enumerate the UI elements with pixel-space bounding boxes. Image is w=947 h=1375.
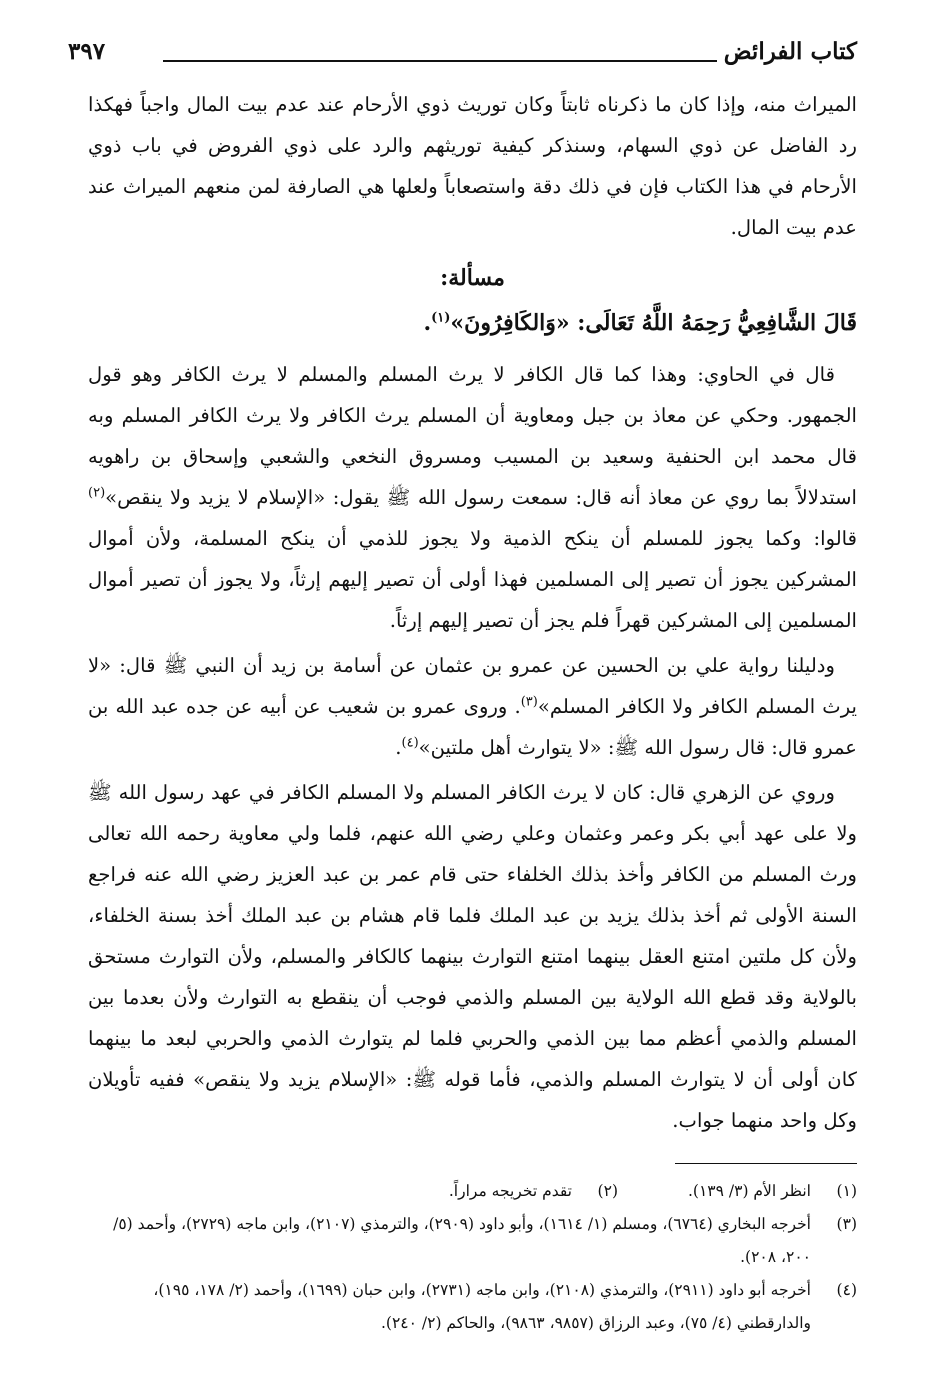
quote-text: قَالَ الشَّافِعِيُّ رَحِمَهُ اللَّهُ تَعَالَى: «وَالكَافِرُونَ» bbox=[450, 310, 857, 336]
footnote-number: (٢) bbox=[597, 1182, 618, 1200]
footnote-ref-4: (٤) bbox=[401, 735, 419, 751]
footnote-3 bbox=[88, 1208, 857, 1274]
footnote-ref-2: (٢) bbox=[88, 485, 106, 501]
footnote-4 bbox=[88, 1274, 857, 1340]
running-title: كتاب الفرائض bbox=[723, 38, 857, 65]
footnote-number: (١) bbox=[836, 1182, 857, 1200]
header-rule bbox=[163, 60, 717, 62]
footnote-spacer bbox=[618, 1175, 688, 1208]
footnote-text: انظر الأم (٣/ ١٣٩). bbox=[688, 1182, 811, 1200]
footnote-row-1-2 bbox=[88, 1175, 857, 1208]
paragraph-3-part-a: ودليلنا رواية علي بن الحسين عن عمرو بن عثمان عن أسامة بن زيد أن النبي ﷺ قال: «لا يرث المسلم الكافر ولا الكافر المسلم» bbox=[88, 654, 858, 718]
paragraph-2 bbox=[88, 354, 857, 641]
page-header bbox=[68, 38, 857, 78]
paragraph-1: الميراث منه، وإذا كان ما ذكرناه ثابتاً وكان توريث ذوي الأرحام عند عدم بيت المال واجباً فهكذا رد الفاضل عن ذوي السهام، وسنذكر كيفية توريثهم والرد على ذوي الفروض في باب ذوي الأرحام في هذا الكتاب فإن في ذلك دقة واستصعاباً ولعلها هي الصارفة لمن منعهم الميراث عند عدم بيت المال. bbox=[88, 93, 857, 239]
footnote-text: تقدم تخريجه مراراً. bbox=[448, 1182, 572, 1200]
paragraph-3-part-b: . وروى عمرو بن شعيب عن أبيه عن جده عبد الله بن عمرو قال: قال رسول الله ﷺ: «لا يتوارث أهل ملتين» bbox=[88, 695, 857, 759]
footnote-rule bbox=[675, 1163, 857, 1164]
paragraph-3-part-c: . bbox=[395, 736, 402, 759]
section-heading: مسألة: bbox=[440, 265, 505, 291]
paragraph-4: وروي عن الزهري قال: كان لا يرث الكافر المسلم ولا المسلم الكافر في عهد رسول الله ﷺ ولا على عهد أبي بكر وعمر وعثمان وعلي رضي الله عنهم، فلما ولي معاوية رحمه الله تعالى ورث المسلم من الكافر وأخذ بذلك الخلفاء حتى قام عمر بن عبد العزيز رضي الله عنه فراجع السنة الأولى ثم أخذ بذلك يزيد بن عبد الملك فلما قام هشام بن عبد الملك أخذ بسنة الخلفاء، ولأن كل ملتين امتنع العقل بينهما امتنع التوارث بينهما كالكافر والمسلم، ولأن التوارث مستحق بالولاية وقد قطع الله الولاية بين المسلم والذمي فوجب أن ينقطع به التوارث ولأن بعدما بين المسلم والذمي أعظم مما بين الذمي والحربي فلما لم يتوارث الذمي والحربي لبعد ما بينهما كان أولى أن لا يتوارث المسلم والذمي، فأما قوله ﷺ: «الإسلام يزيد ولا ينقص» ففيه تأويلان وكل واحد منهما جواب. bbox=[88, 781, 857, 1132]
paragraph-2-part-b: قالوا: وكما يجوز للمسلم أن ينكح الذمية ولا يجوز للذمي أن ينكح المسلمة، ولأن أموال المشركين يجوز أن تصير إلى المسلمين فهذا أولى أن تصير إليهم إرثاً، ولا يجوز أن تصير أموال المسلمين إلى المشركين قهراً فلم يجز أن تصير إليهم إرثاً. bbox=[88, 527, 857, 632]
footnote-ref-3: (٣) bbox=[520, 694, 538, 710]
footnote-number: (٣) bbox=[836, 1215, 857, 1233]
footnote-number: (٤) bbox=[836, 1281, 857, 1299]
footnote-text: أخرجه البخاري (٦٧٦٤)، ومسلم (١/ ١٦١٤)، وأبو داود (٢٩٠٩)، والترمذي (٢١٠٧)، وابن ماجه (٢٧٢٩)، وأحمد (٥/ ٢٠٠، ٢٠٨). bbox=[113, 1215, 811, 1266]
paragraph-3 bbox=[88, 645, 857, 768]
page-body bbox=[88, 84, 857, 1141]
page-number: ٣٩٧ bbox=[68, 38, 106, 65]
shafii-quote-heading bbox=[88, 300, 857, 346]
footnote-text: أخرجه أبو داود (٢٩١١)، والترمذي (٢١٠٨)، وابن ماجه (٢٧٣١)، وابن حبان (١٦٩٩)، وأحمد (٢/ ١٧٨، ١٩٥)، والدارقطني (٤/ ٧٥)، وعبد الرزاق (٩٨٥٧، ٩٨٦٣)، والحاكم (٢/ ٢٤٠). bbox=[153, 1281, 811, 1332]
footnote-ref-1: (١) bbox=[431, 310, 451, 326]
footnotes bbox=[88, 1175, 857, 1340]
paragraph-2-part-a: قال في الحاوي: وهذا كما قال الكافر لا يرث المسلم والمسلم لا يرث الكافر وهو قول الجمهور. وحكي عن معاذ بن جبل ومعاوية أن المسلم يرث الكافر ولا يرث الكافر المسلم وبه قال محمد ابن الحنفية وسعيد بن المسيب ومسروق النخعي والشعبي وإسحاق بن راهويه استدلالاً بما روي عن معاذ أنه قال: سمعت رسول الله ﷺ يقول: «الإسلام لا يزيد ولا ينقص» bbox=[88, 363, 857, 509]
quote-end: . bbox=[423, 310, 432, 336]
